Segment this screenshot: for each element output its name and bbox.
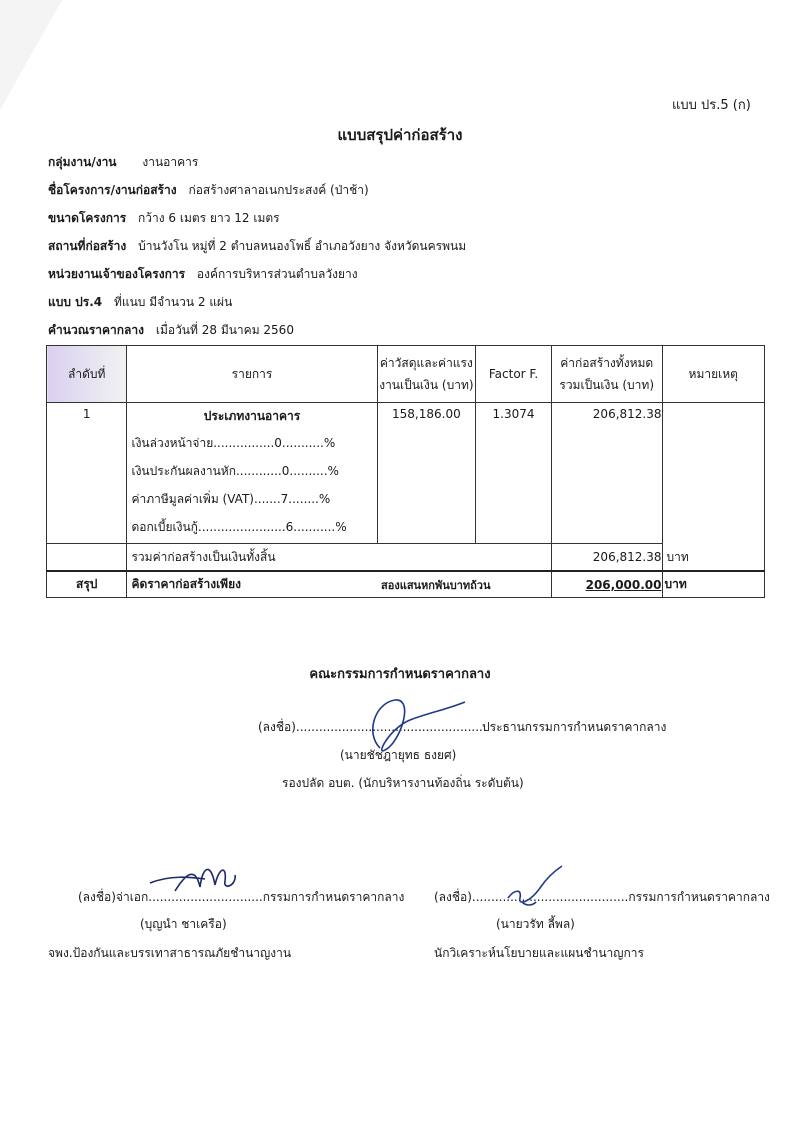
header-total-line1: ค่าก่อสร้างทั้งหมด [560, 356, 654, 370]
info-value: เมื่อวันที่ 28 มีนาคม 2560 [155, 323, 294, 337]
page-curl-shadow [0, 0, 62, 110]
table-header-row [47, 346, 765, 403]
final-label: สรุป [47, 571, 127, 598]
row-item [127, 403, 377, 544]
chair-role: ประธานกรรมการกำหนดราคากลาง [482, 720, 667, 734]
info-value: งานอาคาร [142, 155, 199, 169]
info-label: กลุ่มงาน/งาน [48, 155, 117, 169]
condition-advance: เงินล่วงหน้าจ่าย................0...........% [131, 436, 336, 450]
info-label: หน่วยงานเจ้าของโครงการ [48, 267, 186, 281]
condition-vat: ค่าภาษีมูลค่าเพิ่ม (VAT).......7........% [131, 492, 331, 506]
final-unit: บาท [662, 571, 764, 598]
info-value: ที่แนบ มีจำนวน 2 แผ่น [113, 295, 233, 309]
row-item-title: ประเภทงานอาคาร [203, 409, 301, 423]
info-project-size [48, 209, 280, 228]
row-no: 1 [47, 403, 127, 544]
total-unit: บาท [666, 550, 689, 564]
row-total: 206,812.38 [551, 403, 662, 544]
info-value: ก่อสร้างศาลาอเนกประสงค์ (ป่าช้า) [188, 183, 369, 197]
chair-sign-line: (ลงชื่อ).................................................. [258, 720, 487, 734]
info-label: แบบ ปร.4 [48, 295, 103, 309]
member2-position: นักวิเคราะห์นโยบายและแผนชำนาญการ [434, 946, 644, 960]
member1-name: (บุญนำ ชาเครือ) [140, 917, 227, 931]
final-in-words: สองแสนหกพันบาทถ้วน [377, 571, 551, 598]
info-label: สถานที่ก่อสร้าง [48, 239, 127, 253]
info-project-name [48, 181, 369, 200]
header-item: รายการ [127, 346, 377, 403]
header-materials-line1: ค่าวัสดุและค่าแรง [379, 356, 473, 370]
header-total [551, 346, 662, 403]
header-materials [377, 346, 476, 403]
info-attachment [48, 293, 232, 312]
info-owner-agency [48, 265, 358, 284]
member1-sign-line: (ลงชื่อ)จ่าเอก..............................กรรมการกำหนดราคากลาง [78, 890, 405, 904]
final-desc: คิดราคาก่อสร้างเพียง [127, 571, 377, 598]
row-factor: 1.3074 [476, 403, 552, 544]
total-label: รวมค่าก่อสร้างเป็นเงินทั้งสิ้น [127, 544, 551, 572]
final-row [47, 571, 765, 598]
table-row [47, 403, 765, 544]
member2-name: (นายวรัท ลี้พล) [496, 917, 575, 931]
info-value: บ้านวังโน หมู่ที่ 2 ตำบลหนองโพธิ์ อำเภอวังยาง จังหวัดนครพนม [138, 239, 467, 253]
final-amount: 206,000.00 [551, 571, 662, 598]
info-calc-date [48, 321, 294, 340]
info-work-group [48, 153, 198, 172]
header-no: ลำดับที่ [47, 346, 127, 403]
condition-interest: ดอกเบี้ยเงินกู้.......................6...........% [131, 520, 347, 534]
document-title: แบบสรุปค่าก่อสร้าง [337, 126, 463, 144]
info-label: ขนาดโครงการ [48, 211, 127, 225]
cost-summary-table [46, 345, 765, 598]
member2-sign-line: (ลงชื่อ).........................................กรรมการกำหนดราคากลาง [434, 890, 770, 904]
header-total-line2: รวมเป็นเงิน (บาท) [559, 378, 654, 392]
member2-signature [500, 862, 570, 910]
form-code: แบบ ปร.5 (ก) [672, 98, 751, 113]
committee-heading: คณะกรรมการกำหนดราคากลาง [309, 667, 491, 682]
member1-position: จพง.ป้องกันและบรรเทาสาธารณภัยชำนาญงาน [48, 946, 292, 960]
info-value: องค์การบริหารส่วนตำบลวังยาง [196, 267, 358, 281]
header-remarks: หมายเหตุ [662, 346, 764, 403]
chair-signature [340, 688, 470, 768]
member1-signature [145, 855, 245, 905]
condition-guarantee: เงินประกันผลงานหัก............0..........% [131, 464, 339, 478]
header-materials-line2: งานเป็นเงิน (บาท) [379, 378, 474, 392]
header-factor: Factor F. [476, 346, 552, 403]
row-materials: 158,186.00 [377, 403, 476, 544]
total-row [47, 544, 765, 572]
info-location [48, 237, 466, 256]
info-value: กว้าง 6 เมตร ยาว 12 เมตร [138, 211, 280, 225]
info-label: คำนวณราคากลาง [48, 323, 145, 337]
info-label: ชื่อโครงการ/งานก่อสร้าง [48, 183, 177, 197]
chair-position: รองปลัด อบต. (นักบริหารงานท้องถิ่น ระดับต้น) [282, 776, 524, 790]
row-remarks [662, 403, 764, 572]
chair-name: (นายชัชฎายุทธ ธงยศ) [340, 748, 457, 762]
total-amount: 206,812.38 [551, 544, 662, 572]
